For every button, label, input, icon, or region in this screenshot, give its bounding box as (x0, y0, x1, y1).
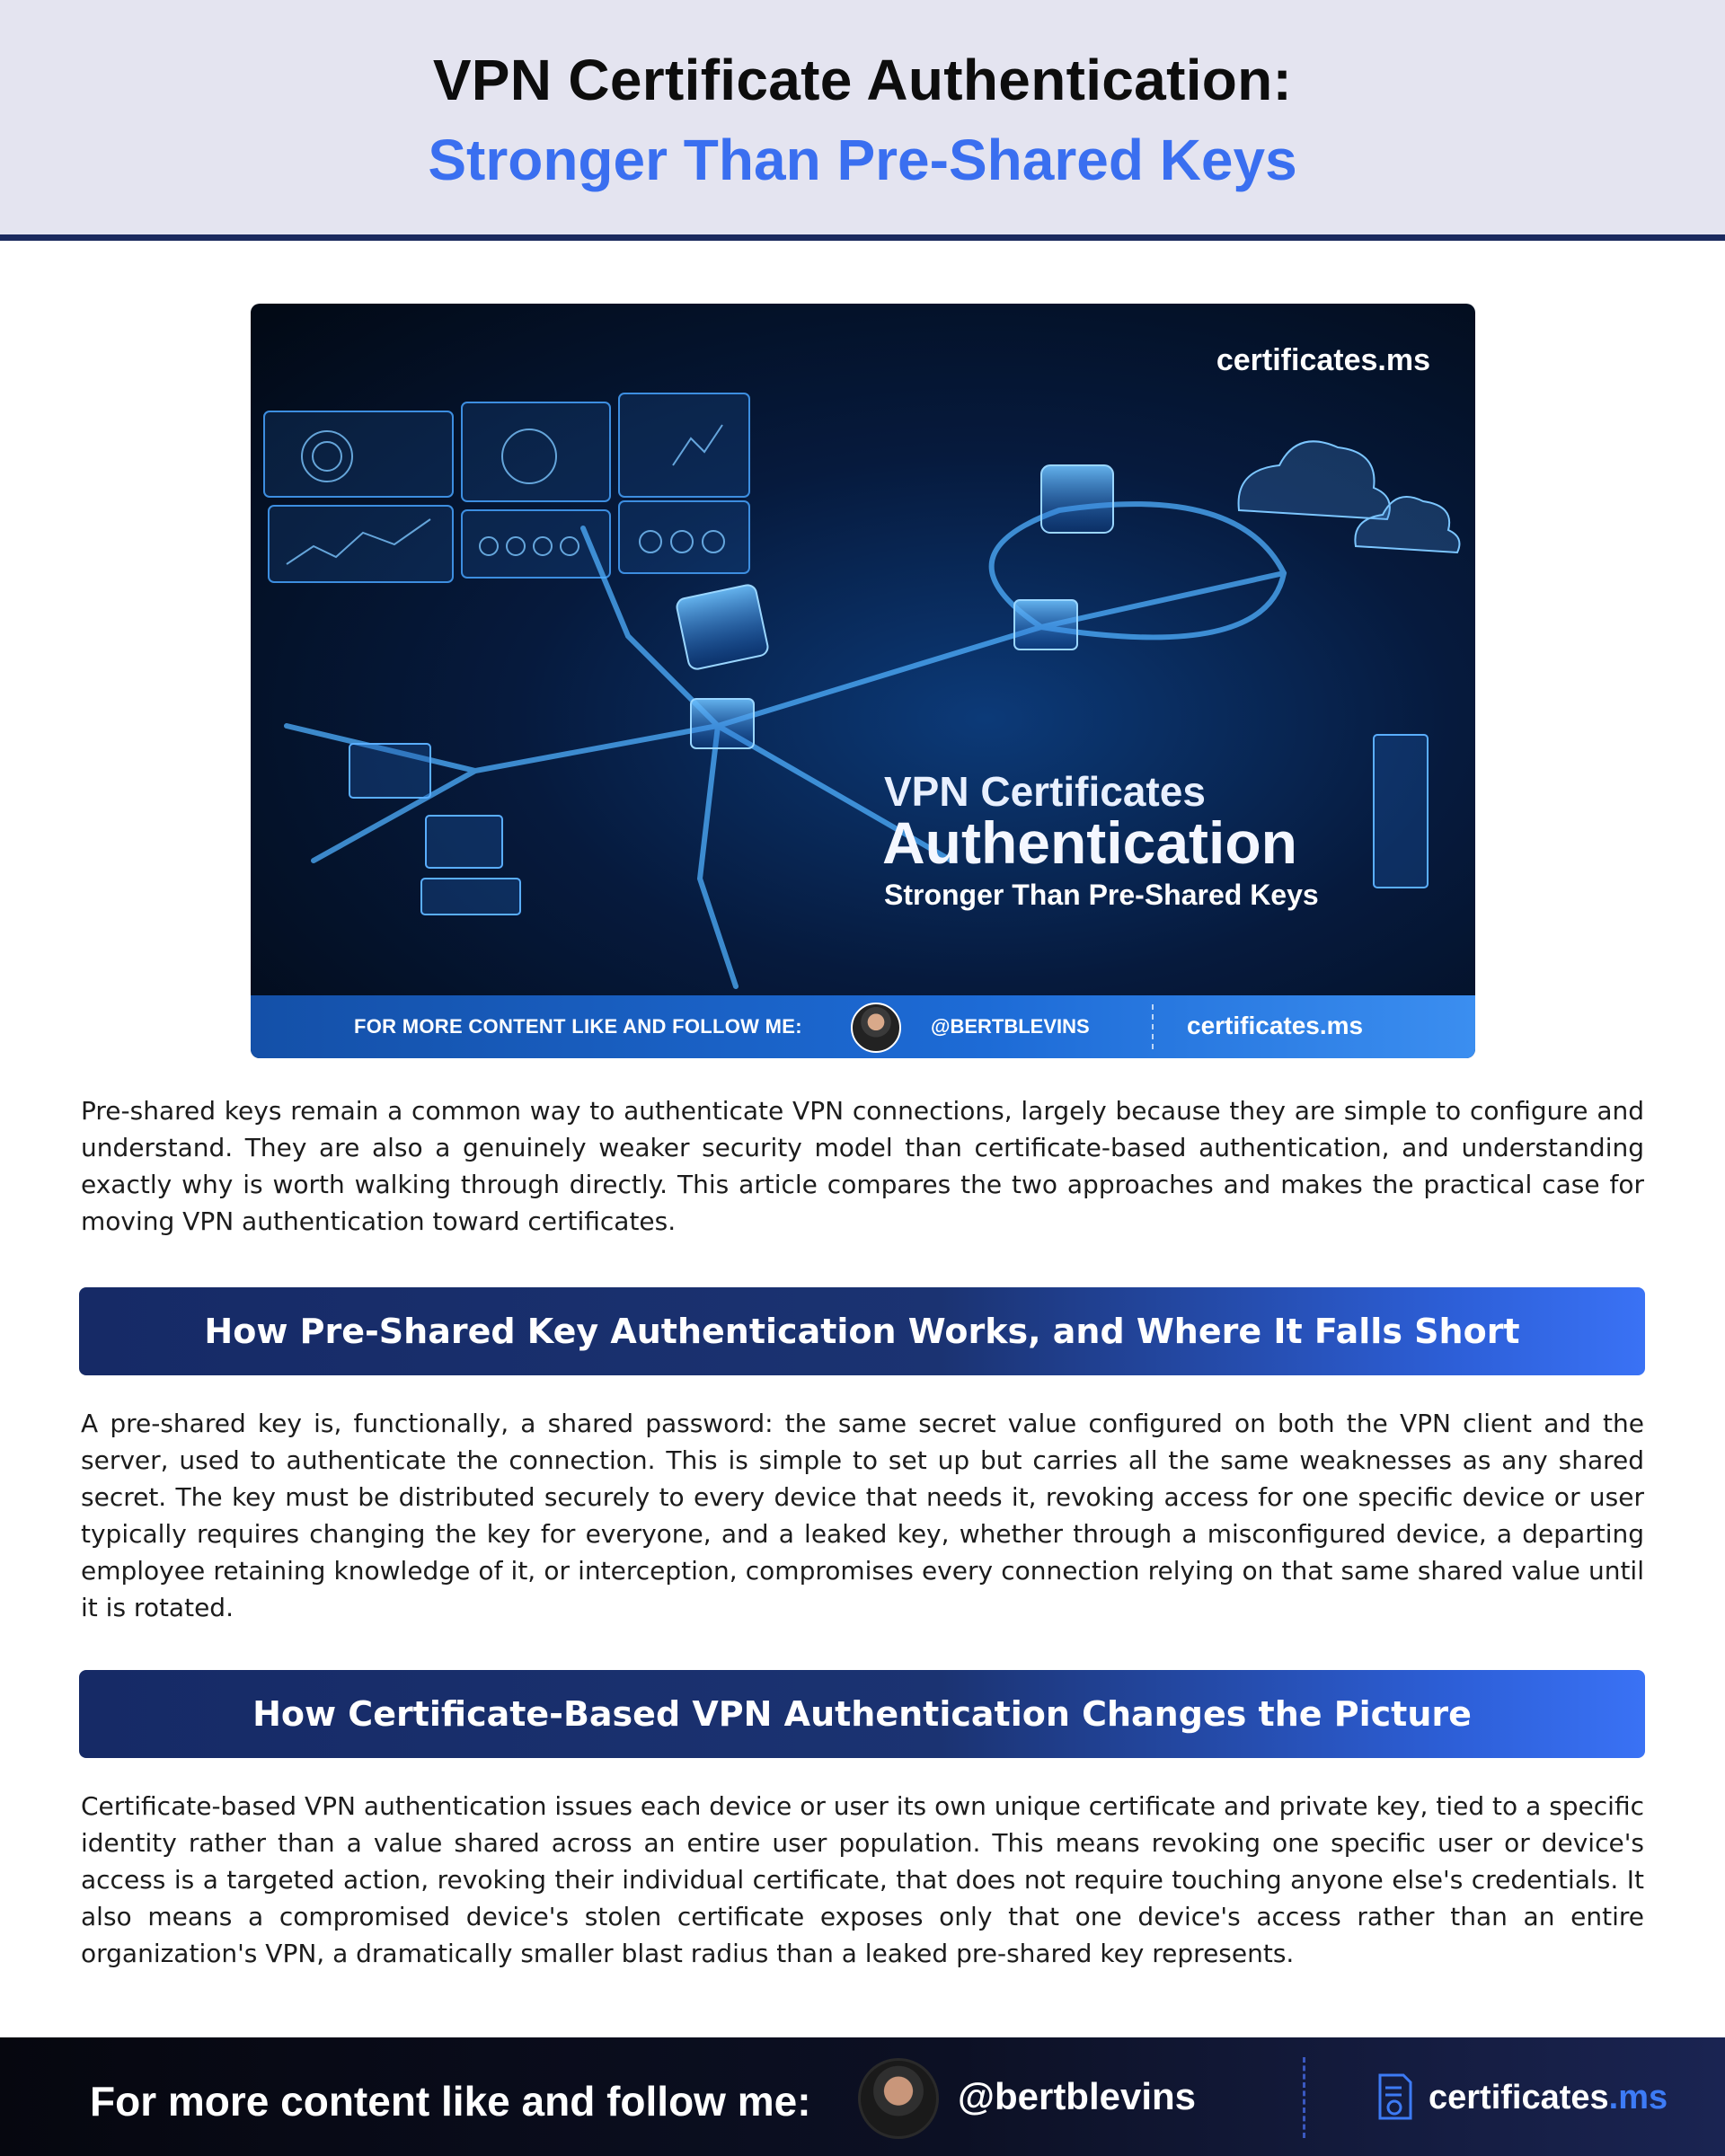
page-title: VPN Certificate Authentication: (432, 48, 1293, 112)
hero-band-divider (1152, 1004, 1154, 1049)
section-body-psk: A pre-shared key is, functionally, a shared password: the same secret value configured on both the VPN client and the server, used to authenticate the connection. This is simple to set up but carries all the same weaknesses as any shared secret. The key must be distributed securely to every device that needs it, revoking access for one specific device or user typically requires changing the key for everyone, and a leaked key, whether through a misconfigured device, a departing employee retaining knowledge of it, or interception, compromises every connection relying on that same shared value until it is rotated. (81, 1409, 1644, 1622)
section-heading-certificate (79, 1670, 1645, 1758)
page-footer (0, 2037, 1725, 2156)
footer-brand-tld: .ms (1608, 2079, 1668, 2116)
hero-title-line2: Authentication (882, 809, 1297, 876)
section-heading-text: How Certificate-Based VPN Authentication Changes the Picture (252, 1694, 1472, 1734)
footer-follow-text: For more content like and follow me: (90, 2078, 811, 2125)
section-body-certificate: Certificate-based VPN authentication issues each device or user its own unique certificate and private key, tied to a specific identity rather than a value shared across an entire user population. This means revoking one specific user or device's access is a targeted action, revoking their individual certificate, that does not require touching anyone else's credentials. It also means a compromised device's stolen certificate exposes only that one device's access rather than an entire organization's VPN, a dramatically smaller blast radius than a leaked pre-shared key represents. (81, 1791, 1644, 1968)
hero-follow-text: FOR MORE CONTENT LIKE AND FOLLOW ME: (354, 1015, 802, 1038)
hero-banner-image (251, 304, 1475, 1058)
hero-brand-logo: certificates.ms (1216, 343, 1430, 377)
hero-title-line3: Stronger Than Pre-Shared Keys (884, 879, 1319, 911)
page-header (0, 0, 1725, 241)
page-subtitle: Stronger Than Pre-Shared Keys (428, 128, 1297, 192)
footer-avatar (858, 2058, 939, 2139)
hero-handle: @BERTBLEVINS (931, 1015, 1090, 1038)
hero-avatar (851, 1003, 901, 1053)
network-illustration (251, 304, 1475, 1058)
hero-title-line1: VPN Certificates (884, 768, 1206, 815)
intro-paragraph: Pre-shared keys remain a common way to authenticate VPN connections, largely because they are simple to configure and understand. They are also a genuinely weaker security model than certificate-based authentication, and understanding exactly why is worth walking through directly. This article compares the two approaches and makes the practical case for moving VPN authentication toward certificates. (81, 1096, 1644, 1236)
section-heading-psk (79, 1287, 1645, 1375)
section-heading-text: How Pre-Shared Key Authentication Works, and Where It Falls Short (204, 1312, 1520, 1351)
hero-band-brand: certificates.ms (1187, 1012, 1364, 1039)
certificate-badge-icon (1376, 2073, 1412, 2122)
hero-follow-band (251, 995, 1475, 1058)
footer-brand-name: certificates (1429, 2079, 1609, 2116)
footer-brand-link[interactable] (1429, 2079, 1668, 2117)
footer-handle-link[interactable]: @bertblevins (958, 2075, 1197, 2117)
footer-divider (1303, 2057, 1305, 2138)
